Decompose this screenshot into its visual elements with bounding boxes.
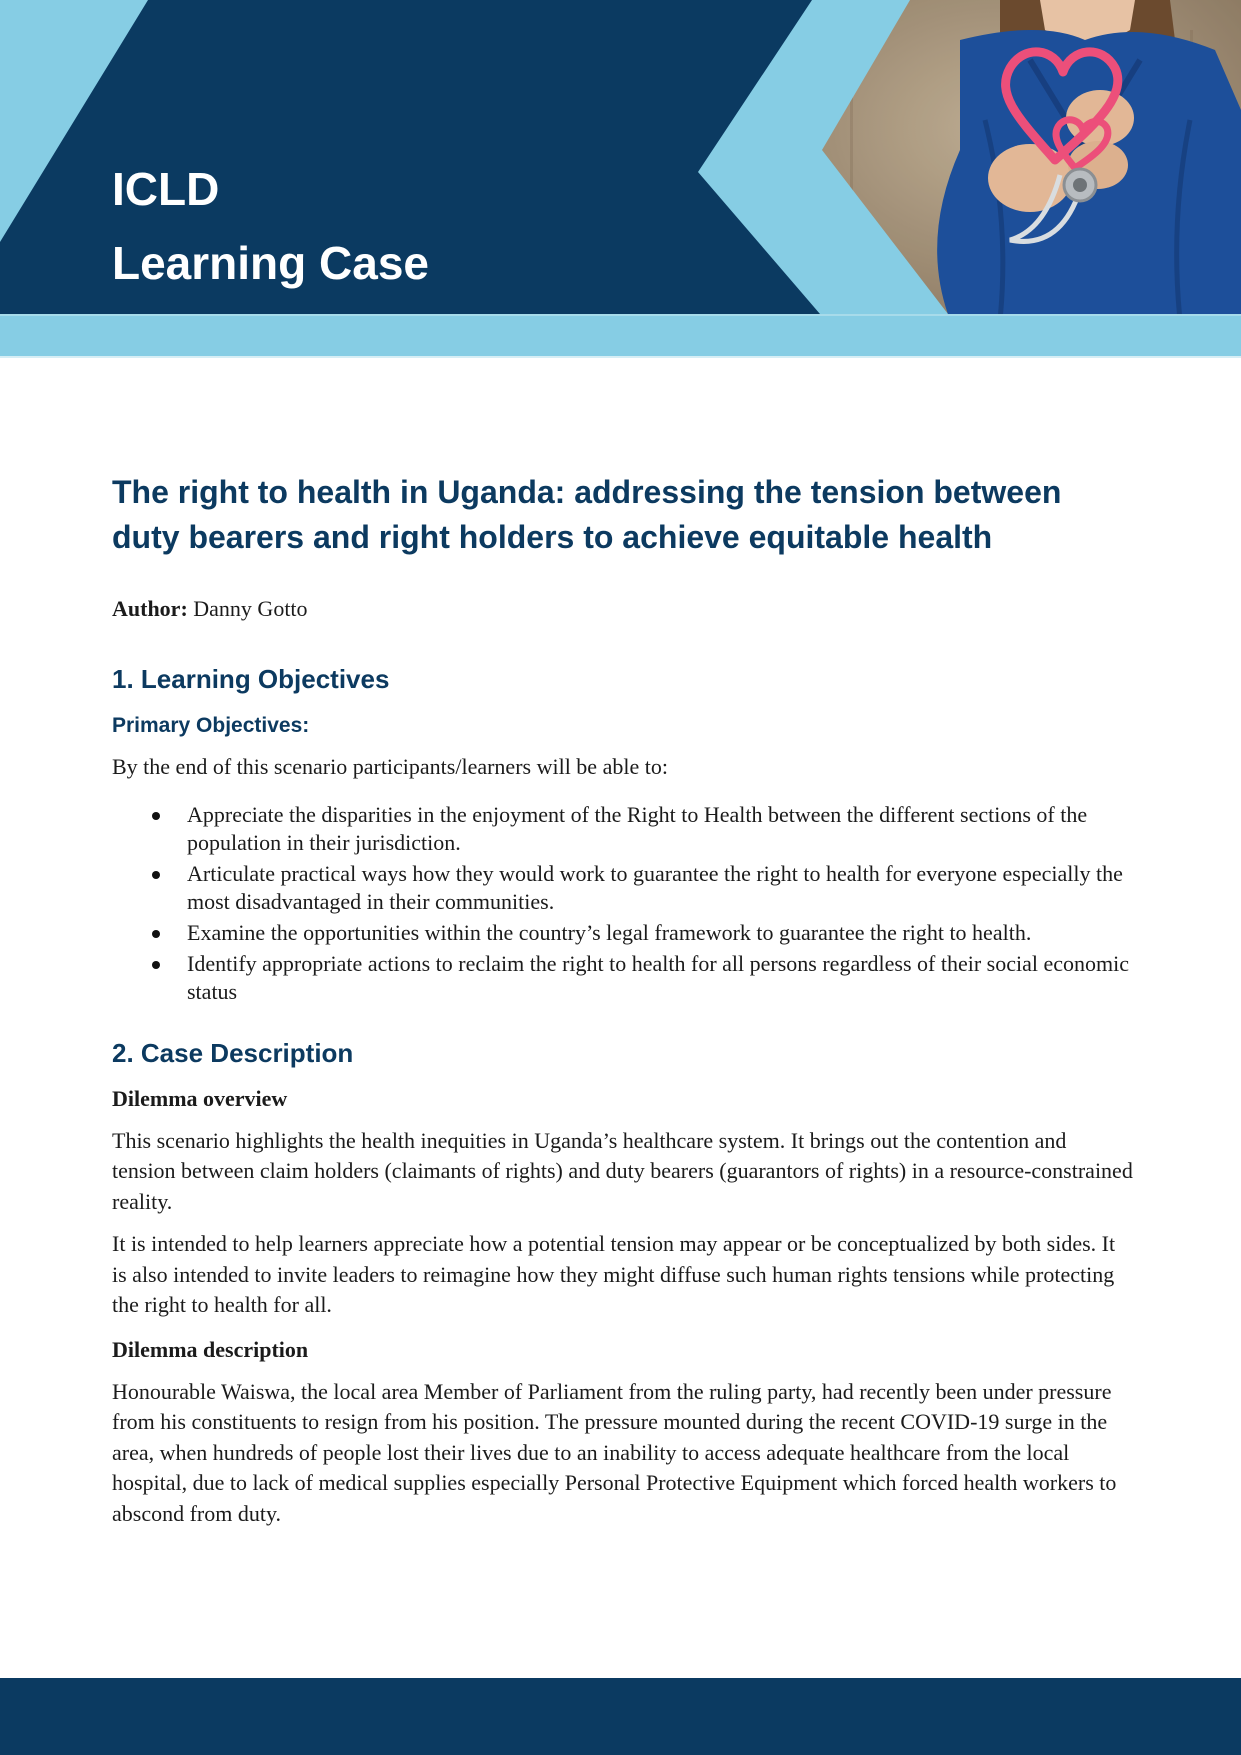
- header-title-line2: Learning Case: [112, 237, 429, 289]
- section-heading-case-description: 2. Case Description: [112, 1037, 354, 1068]
- document-title: The right to health in Uganda: addressing the tension between duty bearers and right holders to achieve equitable health: [112, 474, 1062, 555]
- list-item: Identify appropriate actions to reclaim the right to health for all persons regardless of their social economic status: [112, 950, 1134, 1006]
- footer-band: [0, 1678, 1241, 1755]
- objectives-intro: By the end of this scenario participants/learners will be able to:: [112, 754, 668, 779]
- header-title-line1: ICLD: [112, 163, 220, 215]
- list-item: Examine the opportunities within the country’s legal framework to guarantee the right to health.: [112, 919, 1134, 947]
- document-body: [112, 470, 1134, 1529]
- author-line: [112, 594, 1134, 624]
- overview-paragraph-2: It is intended to help learners appreciate how a potential tension may appear or be conceptualized by both sides. It is also intended to invite leaders to reimagine how they might diffuse such human rights tensions while protecting the right to health for all.: [112, 1231, 1116, 1317]
- header-banner: [0, 0, 1241, 358]
- objectives-list: [112, 801, 1134, 1006]
- overview-paragraph-1: This scenario highlights the health inequities in Uganda’s healthcare system. It brings out the contention and tension between claim holders (claimants of rights) and duty bearers (guarantors of rights) in a resource-constrained reality.: [112, 1127, 1133, 1214]
- author-label: Author:: [112, 596, 188, 621]
- list-item: Appreciate the disparities in the enjoyment of the Right to Health between the different sections of the population in their jurisdiction.: [112, 801, 1134, 857]
- subheading-dilemma-description: Dilemma description: [112, 1336, 309, 1362]
- subheading-dilemma-overview: Dilemma overview: [112, 1085, 288, 1111]
- description-paragraph: Honourable Waiswa, the local area Member of Parliament from the ruling party, had recently been under pressure from his constituents to resign from his position. The pressure mounted during the recent COVID-19 surge in the area, when hundreds of people lost their lives due to an inability to access adequate healthcare from the local hospital, due to lack of medical supplies especially Personal Protective Equipment which forced health workers to abscond from duty.: [112, 1378, 1117, 1526]
- header-title: [112, 152, 429, 300]
- list-item: Articulate practical ways how they would work to guarantee the right to health for everyone especially the most disadvantaged in their communities.: [112, 860, 1134, 916]
- section-heading-learning-objectives: 1. Learning Objectives: [112, 664, 390, 694]
- author-name: Danny Gotto: [193, 596, 308, 621]
- subheading-primary-objectives: Primary Objectives:: [112, 714, 310, 737]
